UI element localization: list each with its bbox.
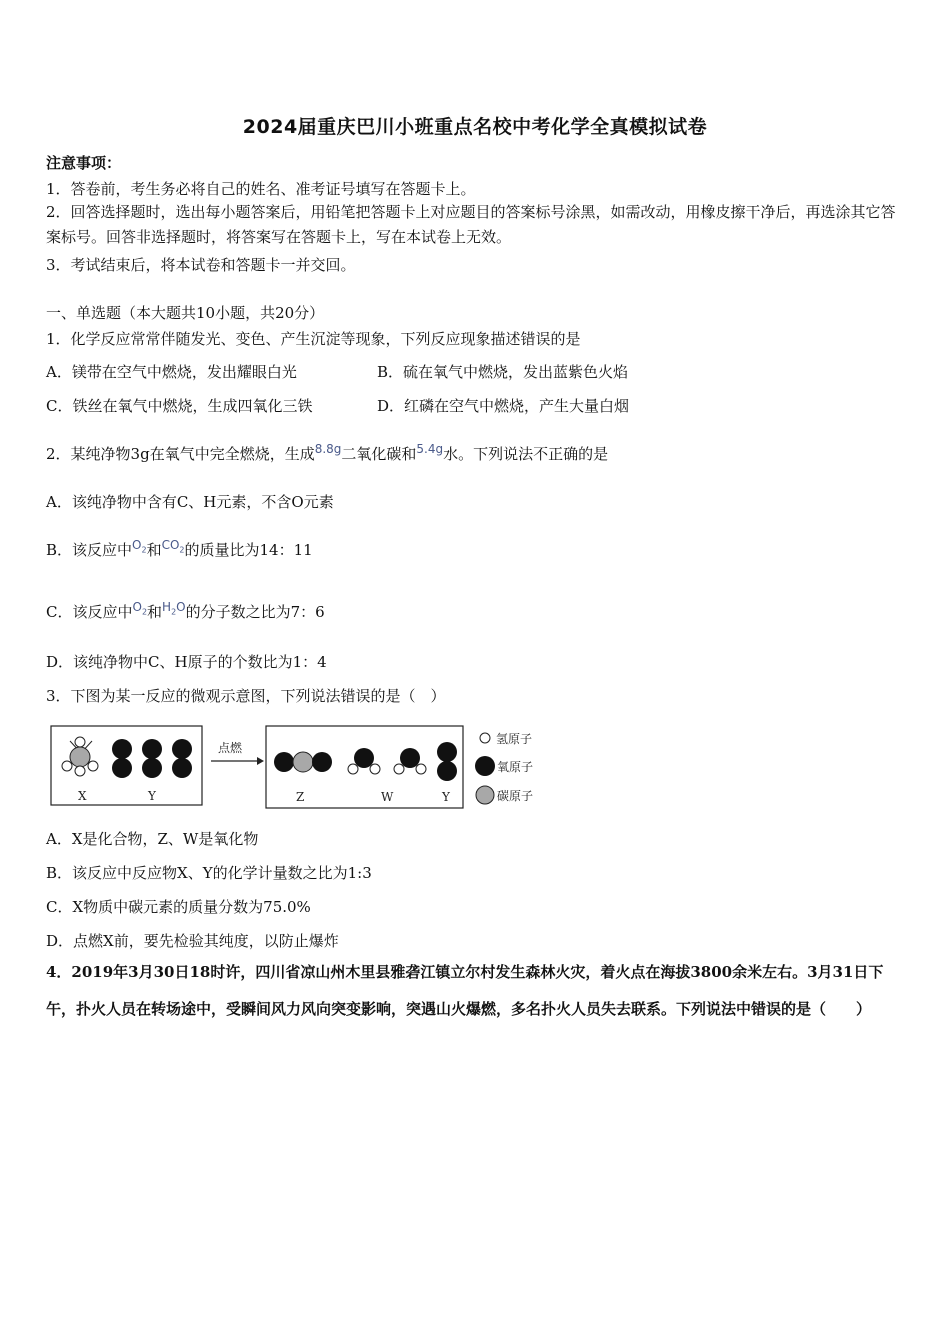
label-y2: Y <box>442 790 450 804</box>
q3-option-a: A．X是化合物，Z、W是氧化物 <box>46 830 259 848</box>
q2-c-o-sub: 2 <box>141 607 148 617</box>
q2-c-o: O <box>132 600 142 614</box>
label-y1: Y <box>148 789 156 803</box>
q1-option-b: B．硫在氧气中燃烧，发出蓝紫色火焰 <box>377 363 629 381</box>
q3-option-c: C．X物质中碳元素的质量分数为75.0% <box>46 898 311 916</box>
q4-stem: 4．2019年3月30日18时许，四川省凉山州木里县雅砻江镇立尔村发生森林火灾，着火点在海拔3800余米左右。3月31日下午，扑火人员在转场途中，受瞬间风力风向突变影响，突遇山火爆燃，多名扑火人员失去联系。下列说法中错误的是（ ） <box>46 963 884 1018</box>
label-x: X <box>78 789 87 803</box>
q2-b-formula-o2 <box>132 538 147 555</box>
q2-option-d: D．该纯净物中C、H原子的个数比为1：4 <box>46 653 327 671</box>
label-z: Z <box>296 790 305 804</box>
q2-b-text-3: 的质量比为14：11 <box>184 541 313 559</box>
q1-option-c: C．铁丝在氧气中燃烧，生成四氧化三铁 <box>46 397 313 415</box>
q2-c-text-1: C．该反应中 <box>46 603 133 621</box>
legend-h-symbol <box>480 733 490 743</box>
legend-o-symbol <box>475 756 495 776</box>
q2-c-h: H <box>162 600 172 614</box>
notice-item-1: 1．答卷前，考生务必将自己的姓名、准考证号填写在答题卡上。 <box>46 180 476 198</box>
h-atom <box>75 737 85 747</box>
h-atom <box>75 766 85 776</box>
q2-c-o2: O <box>176 600 186 614</box>
legend <box>475 732 533 804</box>
molecule-x <box>62 737 98 776</box>
molecule-z <box>274 752 332 772</box>
q2-b-text-2: 和 <box>146 541 162 559</box>
q2-stem-part-b: 二氧化碳和 <box>341 445 417 463</box>
q2-stem-part-c: 水。下列说法不正确的是 <box>443 445 609 463</box>
q2-c-h-sub: 2 <box>171 607 177 617</box>
q2-option-a: A．该纯净物中含有C、H元素，不含O元素 <box>46 493 334 511</box>
arrow-label: 点燃 <box>218 741 243 755</box>
section-heading: 一、单选题（本大题共10小题，共20分） <box>46 304 325 322</box>
q2-c-formula-o2 <box>132 600 148 617</box>
q3-stem: 3．下图为某一反应的微观示意图，下列说法错误的是（ ） <box>46 687 446 705</box>
legend-c-symbol <box>476 786 494 804</box>
q2-option-c <box>46 600 325 622</box>
q2-option-b <box>46 538 313 560</box>
q3-option-d: D．点燃X前，要先检验其纯度，以防止爆炸 <box>46 932 339 950</box>
h-atom <box>88 761 98 771</box>
q1-stem: 1．化学反应常常伴随发光、变色、产生沉淀等现象，下列反应现象描述错误的是 <box>46 330 581 348</box>
q1-option-a: A．镁带在空气中燃烧，发出耀眼白光 <box>46 363 297 381</box>
molecules-w <box>348 748 426 774</box>
q2-c-formula-h2o <box>162 600 186 617</box>
molecules-y-reactant <box>112 739 192 778</box>
q2-stem-part-a: 2．某纯净物3g在氧气中完全燃烧，生成 <box>46 445 315 463</box>
h-atom <box>62 761 72 771</box>
q2-c-text-3: 的分子数之比为7：6 <box>185 603 325 621</box>
arrow-head <box>257 757 264 765</box>
q3-option-b: B．该反应中反应物X、Y的化学计量数之比为1:3 <box>46 864 372 882</box>
q2-b-o-sub: 2 <box>141 545 147 555</box>
q2-c-text-2: 和 <box>147 603 163 621</box>
q2-mass-co2: 8.8g <box>314 442 342 456</box>
q2-b-co-sub: 2 <box>179 545 185 555</box>
notice-item-3: 3．考试结束后，将本试卷和答题卡一并交回。 <box>46 256 356 274</box>
q2-b-o: O <box>132 538 142 552</box>
legend-h-label: 氢原子 <box>496 732 533 746</box>
q2-stem <box>46 442 608 464</box>
q2-mass-h2o: 5.4g <box>416 442 444 456</box>
legend-o-label: 氧原子 <box>497 760 534 774</box>
reaction-diagram <box>50 725 550 809</box>
legend-c-label: 碳原子 <box>497 789 534 803</box>
page-title: 2024届重庆巴川小班重点名校中考化学全真模拟试卷 <box>242 116 708 138</box>
molecule-y-product <box>437 742 457 781</box>
c-atom <box>70 747 90 767</box>
q2-b-text-1: B．该反应中 <box>46 541 133 559</box>
q1-option-d: D．红磷在空气中燃烧，产生大量白烟 <box>377 397 630 415</box>
notice-heading: 注意事项： <box>46 154 122 172</box>
q2-b-formula-co2 <box>161 538 185 555</box>
q2-b-co: CO <box>161 538 180 552</box>
label-w: W <box>381 790 394 804</box>
notice-item-2: 2．回答选择题时，选出每小题答案后，用铅笔把答题卡上对应题目的答案标号涂黑，如需改动，用橡皮擦干净后，再选涂其它答案标号。回答非选择题时，将答案写在答题卡上，写在本试卷上无效。 <box>46 203 896 246</box>
